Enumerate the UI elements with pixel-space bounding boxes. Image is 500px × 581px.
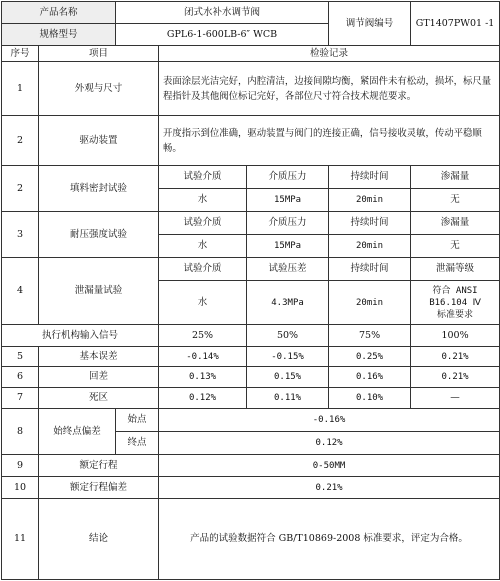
row-input-signal	[2, 325, 500, 347]
end-point-value: 0.12%	[159, 432, 500, 455]
row-leakage-headers	[2, 258, 500, 281]
signal-value: 75%	[329, 325, 411, 347]
test-param-header: 试验介质	[159, 212, 247, 235]
test-param-header: 介质压力	[247, 212, 329, 235]
test-param-header: 试验介质	[159, 166, 247, 189]
row-no: 10	[2, 477, 39, 499]
row-rated-travel	[2, 455, 500, 477]
test-param-header: 持续时间	[329, 166, 411, 189]
test-param-header: 试验介质	[159, 258, 247, 281]
row-no: 11	[2, 499, 39, 580]
model-label: 规格型号	[2, 24, 116, 46]
test-value: 20min	[329, 235, 411, 258]
row-no: 5	[2, 347, 39, 367]
row-item: 死区	[39, 388, 159, 409]
row-item: 结论	[39, 499, 159, 580]
row-no: 6	[2, 367, 39, 388]
model-value: GPL6-1-600LB-6″ WCB	[116, 24, 329, 46]
conclusion-text: 产品的试验数据符合 GB/T10869-2008 标准要求，评定为合格。	[159, 499, 500, 580]
test-value: 20min	[329, 281, 411, 325]
column-header-row	[2, 46, 500, 62]
row-item: 耐压强度试验	[39, 212, 159, 258]
row-hysteresis	[2, 367, 500, 388]
row-no: 1	[2, 62, 39, 116]
signal-value: 25%	[159, 325, 247, 347]
test-value: 15MPa	[247, 235, 329, 258]
error-value: 0.21%	[411, 347, 500, 367]
row-no: 8	[2, 409, 39, 455]
start-point-label: 始点	[116, 409, 159, 432]
test-value: 15MPa	[247, 189, 329, 212]
row-strength-headers	[2, 212, 500, 235]
row-dead-band	[2, 388, 500, 409]
leakage-grade-line: 符合 ANSI	[432, 285, 478, 296]
row-appearance	[2, 62, 500, 116]
row-item: 驱动装置	[39, 116, 159, 166]
test-param-header: 泄漏等级	[411, 258, 500, 281]
hysteresis-value: 0.13%	[159, 367, 247, 388]
row-record: 表面涂层光洁完好，内腔清洁，边接间隙均衡，紧固件未有松动，损坏，标尺量程指针及其他阀位标记完好，各部位尺寸符合技术规范要求。	[159, 62, 500, 116]
dead-band-value: 0.11%	[247, 388, 329, 409]
test-value: 无	[411, 235, 500, 258]
leakage-grade	[411, 281, 500, 325]
row-no: 4	[2, 258, 39, 325]
row-end-point-start	[2, 409, 500, 432]
item-header: 项目	[39, 46, 159, 62]
product-name: 闭式水补水调节阀	[116, 2, 329, 24]
row-no: 9	[2, 455, 39, 477]
leakage-grade-line: 标准要求	[437, 309, 474, 320]
test-param-header: 介质压力	[247, 166, 329, 189]
row-item: 基本误差	[39, 347, 159, 367]
seq-header: 序号	[2, 46, 39, 62]
test-param-header: 持续时间	[329, 258, 411, 281]
signal-value: 100%	[411, 325, 500, 347]
start-point-value: -0.16%	[159, 409, 500, 432]
error-value: -0.15%	[247, 347, 329, 367]
row-item: 始终点偏差	[39, 409, 116, 455]
hysteresis-value: 0.21%	[411, 367, 500, 388]
row-item: 填料密封试验	[39, 166, 159, 212]
end-point-label: 终点	[116, 432, 159, 455]
row-record: 开度指示到位准确，驱动装置与阀门的连接正确，信号接收灵敏，传动平稳顺畅。	[159, 116, 500, 166]
error-value: -0.14%	[159, 347, 247, 367]
product-name-label: 产品名称	[2, 2, 116, 24]
row-drive	[2, 116, 500, 166]
leakage-grade-line: B16.104 Ⅳ	[429, 297, 481, 308]
rated-travel-value: 0-50MM	[159, 455, 500, 477]
hysteresis-value: 0.16%	[329, 367, 411, 388]
test-param-header: 渗漏量	[411, 166, 500, 189]
row-item: 外观与尺寸	[39, 62, 159, 116]
test-value: 水	[159, 281, 247, 325]
row-conclusion	[2, 499, 500, 580]
row-packing-headers	[2, 166, 500, 189]
input-signal-label: 执行机构输入信号	[2, 325, 159, 347]
test-value: 20min	[329, 189, 411, 212]
row-travel-error	[2, 477, 500, 499]
test-param-header: 持续时间	[329, 212, 411, 235]
row-no: 2	[2, 166, 39, 212]
signal-value: 50%	[247, 325, 329, 347]
test-param-header: 渗漏量	[411, 212, 500, 235]
test-param-header: 试验压差	[247, 258, 329, 281]
row-no: 3	[2, 212, 39, 258]
row-item: 回差	[39, 367, 159, 388]
dead-band-value: 0.10%	[329, 388, 411, 409]
row-no: 7	[2, 388, 39, 409]
header-row-product	[2, 2, 500, 24]
travel-error-value: 0.21%	[159, 477, 500, 499]
row-item: 额定行程	[39, 455, 159, 477]
row-basic-error	[2, 347, 500, 367]
dead-band-value: —	[411, 388, 500, 409]
error-value: 0.25%	[329, 347, 411, 367]
row-no: 2	[2, 116, 39, 166]
test-value: 水	[159, 235, 247, 258]
valve-no-label: 调节阀编号	[329, 2, 411, 46]
inspection-record-table	[1, 1, 500, 580]
row-item: 额定行程偏差	[39, 477, 159, 499]
dead-band-value: 0.12%	[159, 388, 247, 409]
record-header: 检验记录	[159, 46, 500, 62]
valve-no: GT1407PW01 -1	[411, 2, 500, 46]
hysteresis-value: 0.15%	[247, 367, 329, 388]
test-value: 4.3MPa	[247, 281, 329, 325]
test-value: 无	[411, 189, 500, 212]
row-item: 泄漏量试验	[39, 258, 159, 325]
test-value: 水	[159, 189, 247, 212]
